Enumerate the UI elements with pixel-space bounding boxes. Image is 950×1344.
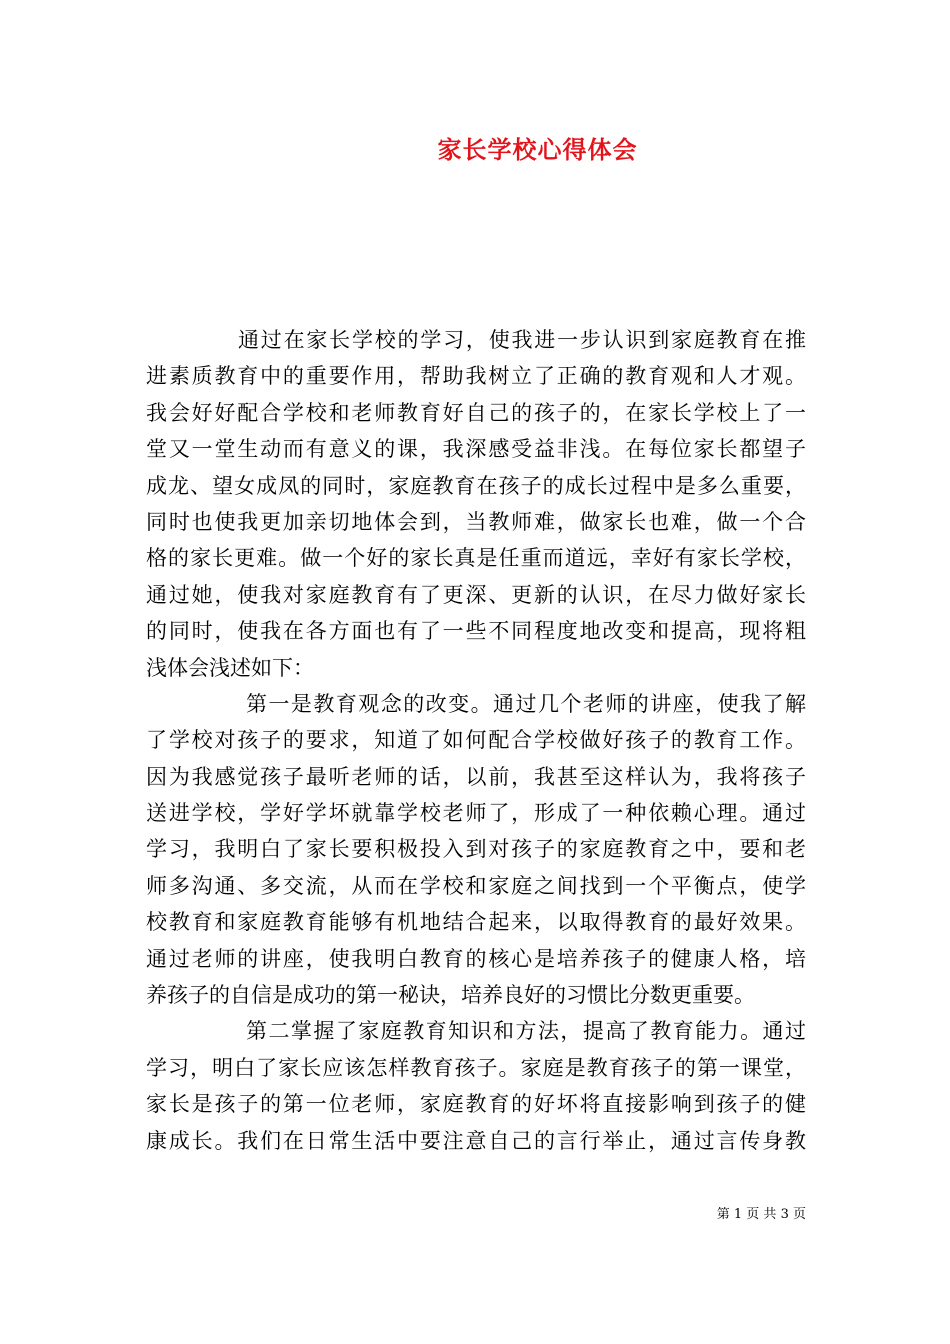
document-title: 家长学校心得体会 [437, 135, 638, 164]
document-body [146, 322, 806, 1159]
paragraph-1-line-2: 进素质教育中的重要作用，帮助我树立了正确的教育观和人才观。 [146, 364, 806, 389]
footer-total-pages: 3 [780, 1207, 789, 1222]
paragraph-2-line-2: 了学校对孩子的要求，知道了如何配合学校做好孩子的教育工作。 [146, 728, 806, 753]
paragraph-2-line-9: 养孩子的自信是成功的第一秘诀，培养良好的习惯比分数更重要。 [146, 983, 755, 1008]
paragraph-2-line-8: 通过老师的讲座，使我明白教育的核心是培养孩子的健康人格，培 [146, 946, 806, 971]
paragraph-1-line-4: 堂又一堂生动而有意义的课，我深感受益非浅。在每位家长都望子 [146, 437, 806, 462]
page-footer [717, 1206, 806, 1224]
footer-suffix: 页 [788, 1207, 806, 1222]
paragraph-1-line-9: 的同时，使我在各方面也有了一些不同程度地改变和提高，现将粗 [146, 619, 806, 644]
paragraph-1-line-6: 同时也使我更加亲切地体会到，当教师难，做家长也难，做一个合 [146, 509, 806, 534]
paragraph-1-line-10: 浅体会浅述如下： [146, 655, 314, 680]
paragraph-2-line-1: 第一是教育观念的改变。通过几个老师的讲座，使我了解 [246, 691, 806, 716]
paragraph-1-line-8: 通过她，使我对家庭教育有了更深、更新的认识，在尽力做好家长 [146, 582, 806, 607]
paragraph-1-line-3: 我会好好配合学校和老师教育好自己的孩子的，在家长学校上了一 [146, 400, 806, 425]
paragraph-2-line-6: 师多沟通、多交流，从而在学校和家庭之间找到一个平衡点，使学 [146, 873, 806, 898]
footer-prefix: 第 [716, 1207, 734, 1222]
paragraph-1-line-1: 通过在家长学校的学习，使我进一步认识到家庭教育在推 [238, 328, 806, 352]
footer-current-page: 1 [733, 1207, 743, 1222]
paragraph-3-line-3: 家长是孩子的第一位老师，家庭教育的好坏将直接影响到孩子的健 [146, 1092, 806, 1117]
paragraph-2-line-7: 校教育和家庭教育能够有机地结合起来，以取得教育的最好效果。 [146, 910, 806, 935]
paragraph-2-line-3: 因为我感觉孩子最听老师的话，以前，我甚至这样认为，我将孩子 [146, 764, 806, 789]
paragraph-2-line-4: 送进学校，学好学坏就靠学校老师了，形成了一种依赖心理。通过 [146, 801, 806, 826]
paragraph-3-line-1: 第二掌握了家庭教育知识和方法，提高了教育能力。通过 [246, 1019, 806, 1044]
paragraph-3-line-2: 学习，明白了家长应该怎样教育孩子。家庭是教育孩子的第一课堂， [146, 1055, 806, 1080]
paragraph-1-line-7: 格的家长更难。做一个好的家长真是任重而道远，幸好有家长学校， [146, 546, 806, 571]
paragraph-2-line-5: 学习，我明白了家长要积极投入到对孩子的家庭教育之中，要和老 [146, 837, 806, 862]
footer-middle: 页 共 [742, 1207, 781, 1222]
paragraph-1-line-5: 成龙、望女成凤的同时，家庭教育在孩子的成长过程中是多么重要， [146, 473, 806, 498]
paragraph-3-line-4: 康成长。我们在日常生活中要注意自己的言行举止，通过言传身教 [146, 1128, 806, 1153]
